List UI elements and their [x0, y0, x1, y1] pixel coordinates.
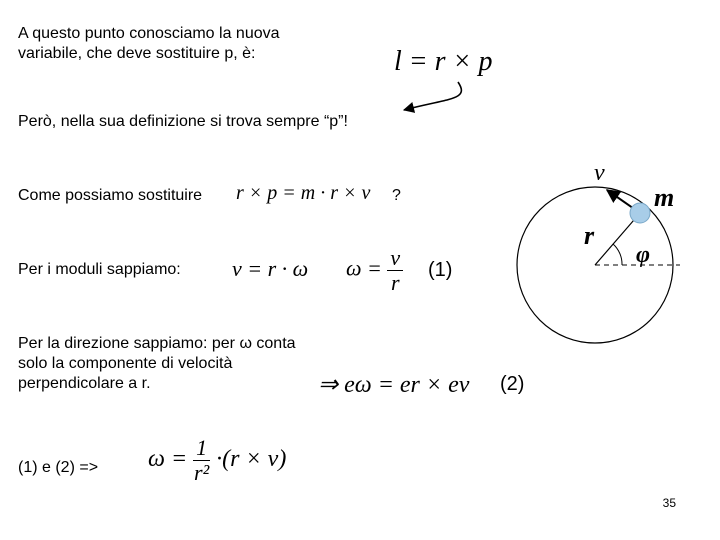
intro-text: A questo punto conosciamo la nuova variabile, che deve sostituire p, è:	[18, 25, 280, 62]
formula-v: v = r · ω	[232, 256, 309, 281]
formula-e: ⇒ eω = er × ev	[318, 372, 470, 398]
mass-point	[630, 203, 650, 223]
label-v: v	[594, 160, 605, 186]
label-r: r	[584, 221, 595, 250]
omega-numerator: v	[387, 246, 403, 271]
curved-arrow	[404, 82, 461, 110]
final-numerator: 1	[193, 436, 210, 461]
final-denominator: r²	[194, 460, 210, 485]
eq1-label: (1)	[428, 259, 453, 281]
combine-text: (1) e (2) =>	[18, 459, 99, 476]
omega-lhs: ω =	[346, 255, 382, 281]
moduli-text: Per i moduli sappiamo:	[18, 261, 181, 278]
come-text: Come possiamo sostituire	[18, 187, 203, 204]
direzione-text: Per la direzione sappiamo: per ω conta solo la componente di velocità perpendicolare a r.	[18, 335, 296, 392]
omega-denominator: r	[390, 270, 400, 295]
angle-arc	[613, 244, 622, 265]
formula-l: l = r × p	[394, 46, 493, 77]
final-lhs: ω =	[148, 446, 188, 473]
pero-text: Però, nella sua definizione si trova sempre “p”!	[18, 113, 348, 130]
label-phi: φ	[636, 242, 651, 268]
formula-substitution: r × p = m · r × v	[236, 182, 371, 204]
final-rhs: ·(r × v)	[216, 446, 287, 473]
label-m: m	[654, 183, 675, 212]
question-mark: ?	[392, 187, 401, 204]
page-number: 35	[662, 496, 676, 510]
eq2-label: (2)	[500, 373, 525, 395]
